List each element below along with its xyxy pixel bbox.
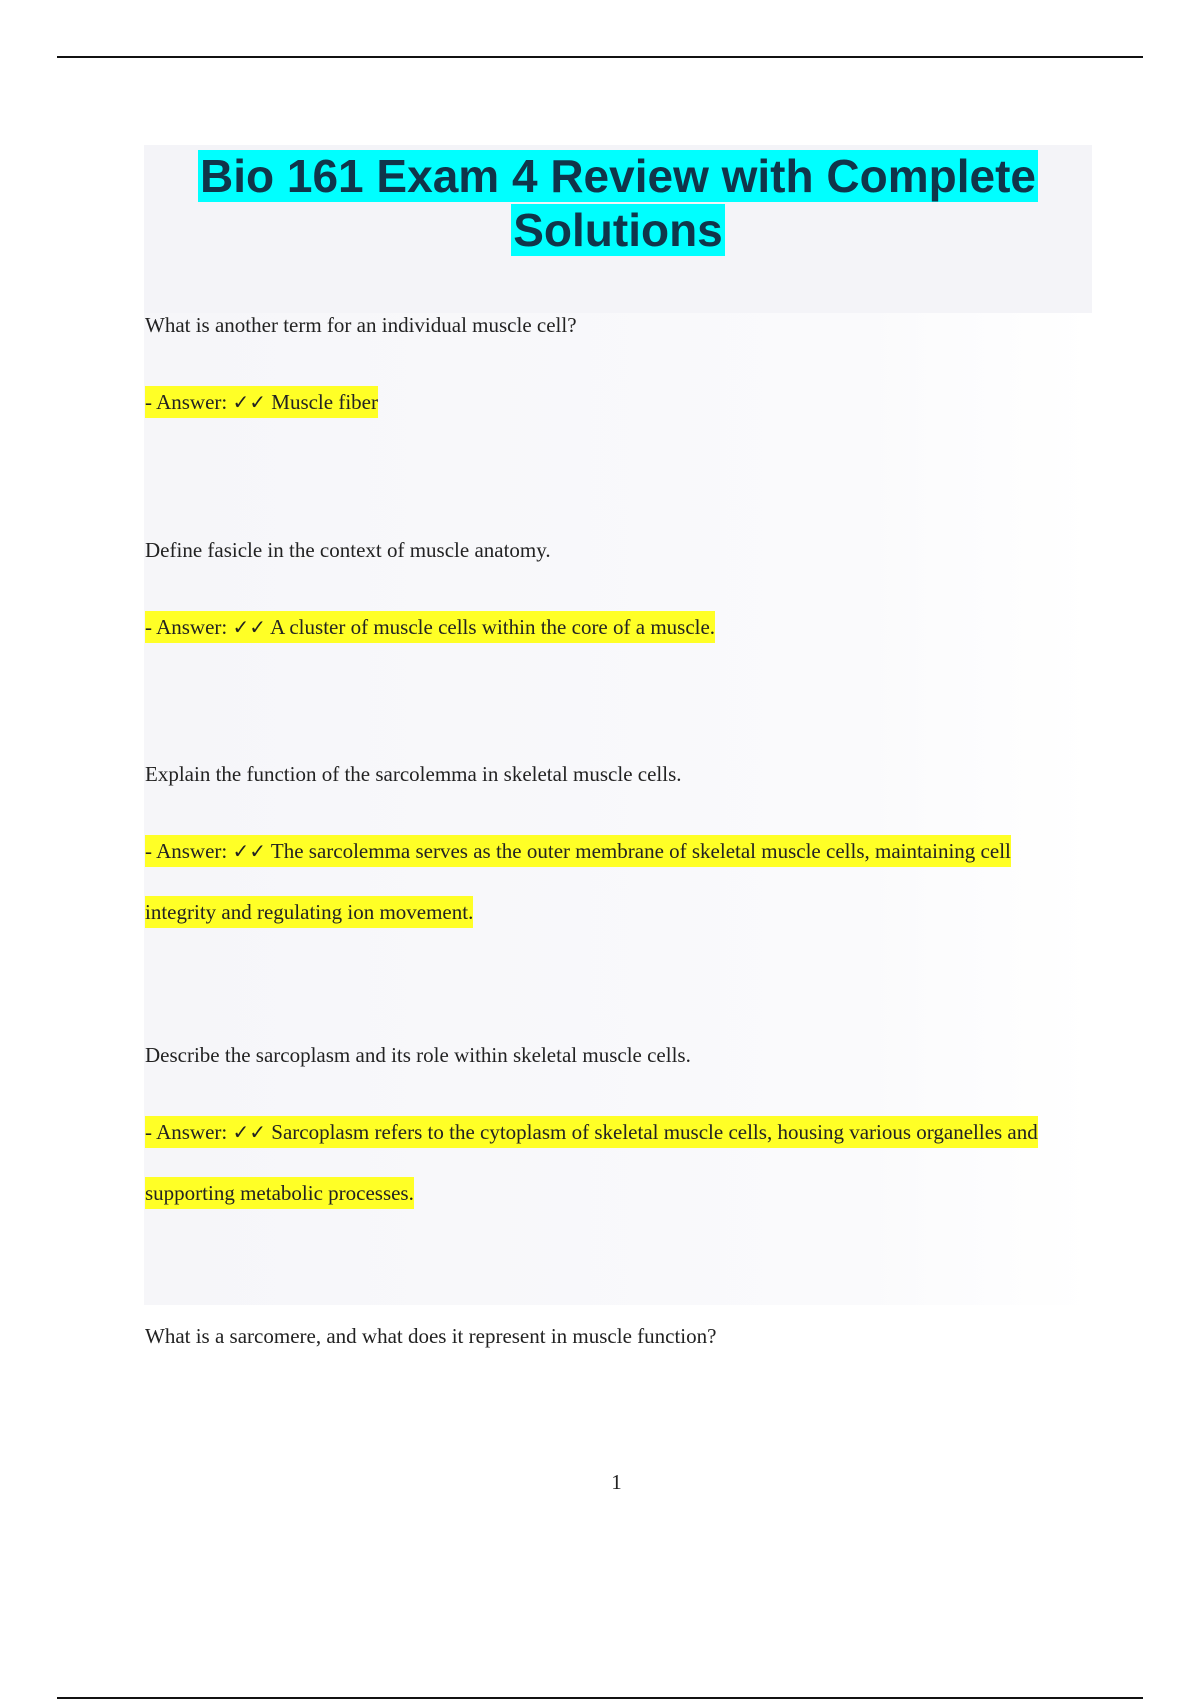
answer-1-text: Muscle fiber <box>266 390 378 414</box>
answer-3-highlight <box>145 835 1011 928</box>
title-box <box>144 145 1092 313</box>
question-3: Explain the function of the sarcolemma in skeletal muscle cells. <box>145 762 682 786</box>
answer-3-prefix: - Answer: <box>145 839 233 863</box>
answer-2-text: A cluster of muscle cells within the core of a muscle. <box>266 615 716 639</box>
answer-2 <box>145 597 1045 658</box>
question-2: Define fasicle in the context of muscle anatomy. <box>145 538 551 562</box>
answer-4 <box>145 1102 1045 1224</box>
bottom-rule <box>57 1697 1143 1699</box>
answer-1-prefix: - Answer: <box>145 390 233 414</box>
answer-2-prefix: - Answer: <box>145 615 233 639</box>
double-check-icon: ✓✓ <box>232 390 267 414</box>
answer-3-text: The sarcolemma serves as the outer membrane of skeletal muscle cells, maintaining cell integrity and regulating ion movement. <box>145 839 1011 924</box>
document-title <box>144 145 1092 257</box>
question-4: Describe the sarcoplasm and its role within skeletal muscle cells. <box>145 1043 691 1067</box>
double-check-icon: ✓✓ <box>232 1120 267 1144</box>
top-rule <box>57 56 1143 58</box>
answer-1 <box>145 372 1045 433</box>
answer-3 <box>145 821 1045 943</box>
answer-4-prefix: - Answer: <box>145 1120 233 1144</box>
question-1: What is another term for an individual muscle cell? <box>145 313 577 337</box>
answer-4-text: Sarcoplasm refers to the cytoplasm of skeletal muscle cells, housing various organelles and supporting metabolic processes. <box>145 1120 1038 1205</box>
answer-1-highlight <box>145 386 378 418</box>
answer-4-highlight <box>145 1116 1038 1209</box>
double-check-icon: ✓✓ <box>232 839 267 863</box>
answer-2-highlight <box>145 611 715 643</box>
page-number: 1 <box>611 1470 622 1494</box>
document-title-text: Bio 161 Exam 4 Review with Complete Solutions <box>200 150 1036 256</box>
question-5: What is a sarcomere, and what does it represent in muscle function? <box>145 1324 717 1348</box>
double-check-icon: ✓✓ <box>232 615 267 639</box>
